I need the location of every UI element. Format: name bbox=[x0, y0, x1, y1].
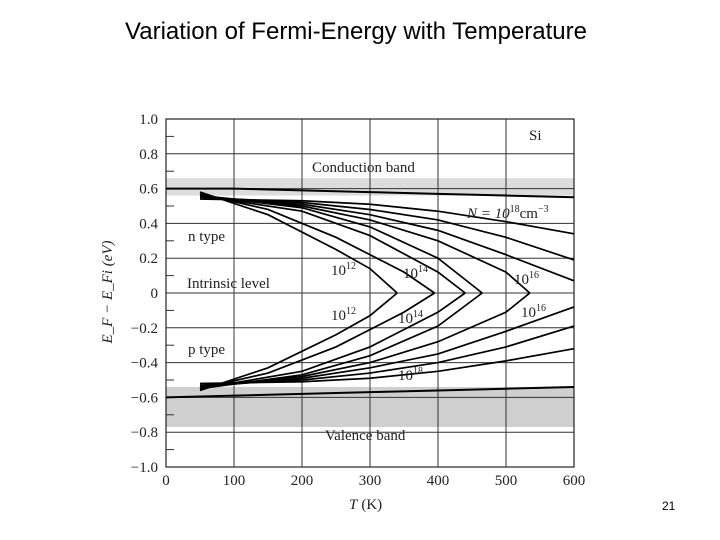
label-n12: $10^{12}$ bbox=[331, 261, 356, 279]
y-tick-label: −1.0 bbox=[130, 460, 158, 476]
x-tick-label: 100 bbox=[222, 473, 246, 489]
x-tick-label: 500 bbox=[494, 473, 518, 489]
doping-main-label: $N = 10^{18}cm^{-3}$ bbox=[467, 204, 549, 222]
page-number: 21 bbox=[662, 499, 676, 513]
intrinsic-level-label: Intrinsic level bbox=[187, 276, 270, 292]
valence-band-label: Valence band bbox=[325, 428, 406, 444]
label-n14: $10^{14}$ bbox=[403, 264, 428, 282]
n-type-label: n type bbox=[188, 229, 226, 245]
conduction-band-label: Conduction band bbox=[312, 160, 415, 176]
x-axis-label: T (K) bbox=[349, 497, 383, 513]
x-tick-labels bbox=[162, 473, 585, 489]
y-tick-label: −0.2 bbox=[130, 320, 158, 337]
y-tick-label: −0.6 bbox=[130, 390, 158, 407]
y-tick-label: −0.4 bbox=[130, 355, 158, 372]
y-tick-label: 0 bbox=[150, 286, 158, 302]
x-tick-label: 300 bbox=[358, 473, 382, 489]
y-tick-label: 1.0 bbox=[139, 112, 158, 128]
x-tick-label: 400 bbox=[426, 473, 450, 489]
y-axis-label: E_F − E_Fi (eV) bbox=[100, 240, 116, 344]
slide-title: Variation of Fermi-Energy with Temperature bbox=[125, 18, 587, 45]
y-tick-label: 0.2 bbox=[139, 251, 158, 268]
y-tick-label: 0.4 bbox=[139, 216, 158, 233]
label-n16: $10^{16}$ bbox=[514, 270, 539, 288]
label-p16: $10^{16}$ bbox=[521, 303, 546, 321]
material-label: Si bbox=[529, 128, 542, 144]
label-p14: $10^{14}$ bbox=[398, 309, 423, 327]
y-tick-label: 0.8 bbox=[139, 146, 158, 163]
y-tick-label: 0.6 bbox=[139, 181, 158, 198]
p-type-label: p type bbox=[188, 342, 226, 358]
y-tick-labels bbox=[131, 112, 159, 476]
p-type-fermi-curve bbox=[200, 349, 574, 384]
y-tick-label: −0.8 bbox=[130, 425, 158, 442]
label-p18: $10^{18}$ bbox=[398, 366, 423, 384]
x-tick-label: 0 bbox=[162, 473, 170, 489]
x-tick-label: 600 bbox=[562, 473, 586, 489]
x-tick-label: 200 bbox=[290, 473, 314, 489]
label-p12: $10^{12}$ bbox=[331, 306, 356, 324]
